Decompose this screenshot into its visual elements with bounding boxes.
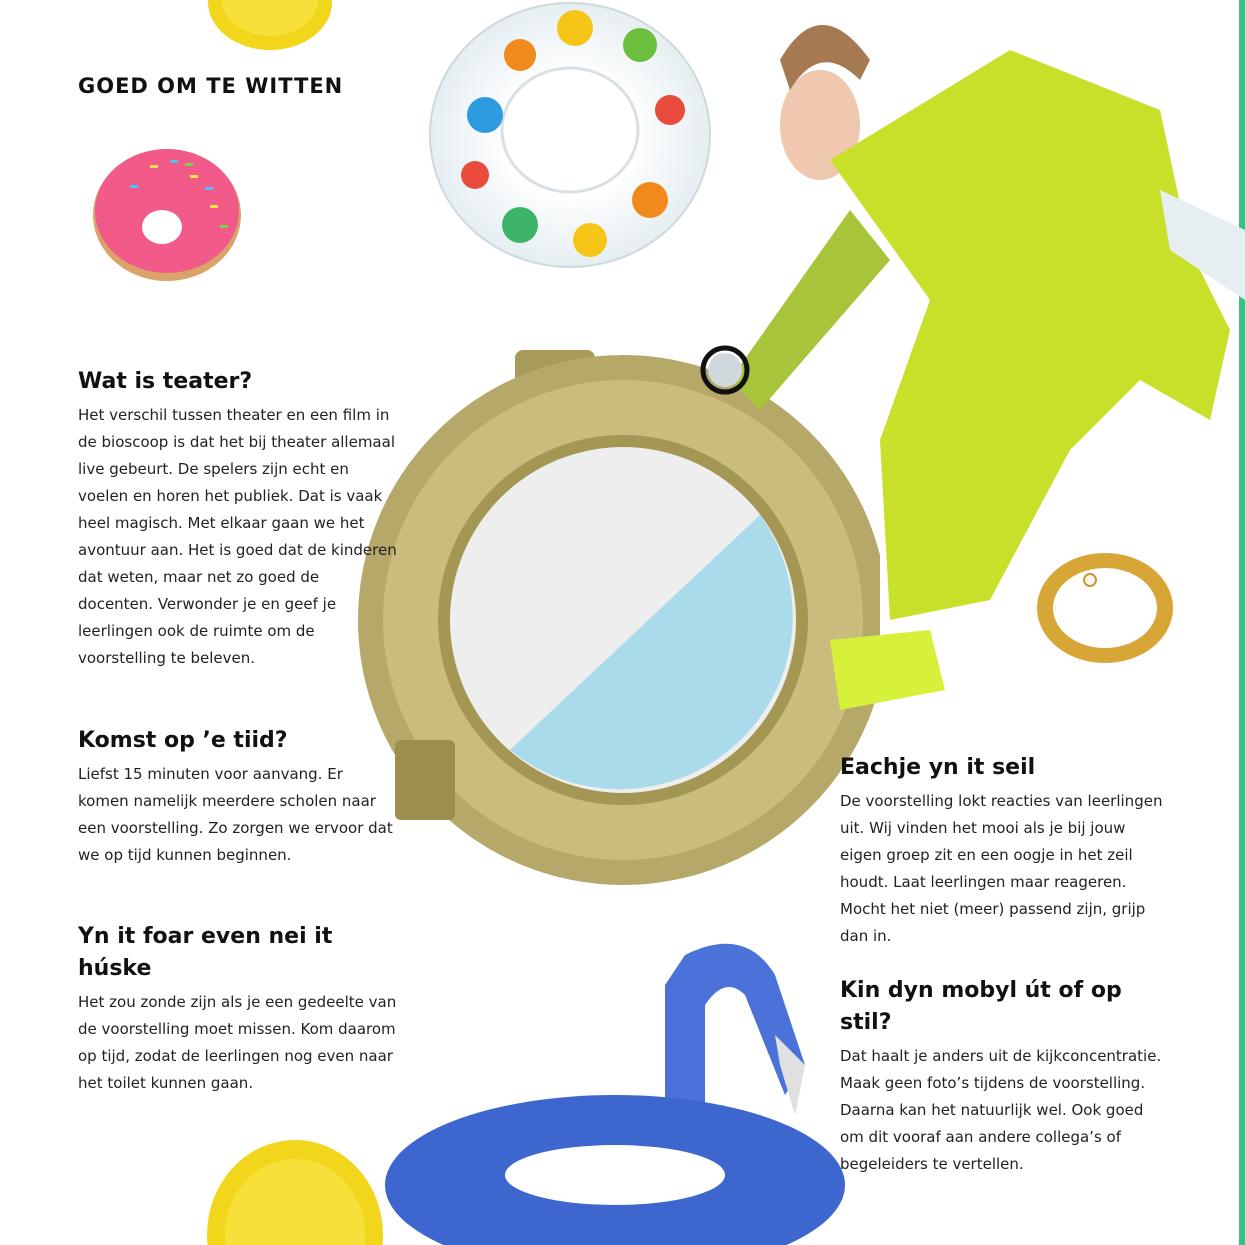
section-body: Het verschil tussen theater en een film in de bioscoop is dat het bij theater allemaal live gebeurt. De spelers zijn echt en voelen en horen het publiek. Dat is vaak heel magisch. Met elkaar gaan we het avontuur aan. Het is goed dat de kinderen dat weten, maar net zo goed de docenten. Verwonder je en geef je leerlingen ook de ruimte om de voorstelling te beleven. bbox=[78, 406, 397, 667]
yellow-frisbee-top-image bbox=[200, 0, 340, 55]
section-yn-it-foar bbox=[78, 921, 398, 1097]
section-komst-op-e-tiid bbox=[78, 725, 398, 869]
section-title: Yn it foar even nei it húske bbox=[78, 924, 333, 981]
section-body: Liefst 15 minuten voor aanvang. Er komen namelijk meerdere scholen naar een voorstelling. Zo zorgen we ervoor dat we op tijd kunnen beginnen. bbox=[78, 765, 393, 864]
section-title: Komst op ’e tiid? bbox=[78, 728, 288, 753]
section-title: Eachje yn it seil bbox=[840, 755, 1036, 780]
section-body: Het zou zonde zijn als je een gedeelte van de voorstelling moet missen. Kom daarom op tijd, zodat de leerlingen nog even naar het toilet kunnen gaan. bbox=[78, 993, 397, 1092]
fish-swim-ring-image bbox=[425, 0, 715, 275]
yellow-frisbee-bottom-image bbox=[205, 1135, 385, 1245]
section-wat-is-teater bbox=[78, 366, 398, 672]
section-eachje-yn-it-seil bbox=[840, 752, 1170, 950]
blue-inflatable-flamingo-image bbox=[385, 915, 845, 1245]
section-mobyl bbox=[840, 975, 1170, 1178]
pink-donut-image bbox=[90, 145, 245, 285]
section-body: De voorstelling lokt reacties van leerlingen uit. Wij vinden het mooi als je bij jouw eigen groep zit en een oogje in het zeil houdt. Laat leerlingen maar reageren. Mocht het niet (meer) passend zijn, grijp dan in. bbox=[840, 792, 1163, 945]
section-title: Wat is teater? bbox=[78, 369, 253, 394]
gold-ring-image bbox=[1030, 540, 1180, 670]
section-title: Kin dyn mobyl út of op stil? bbox=[840, 978, 1122, 1035]
page-heading: GOED OM TE WITTEN bbox=[78, 74, 344, 98]
section-body: Dat haalt je anders uit de kijkconcentratie. Maak geen foto’s tijdens de voorstelling. Daarna kan het natuurlijk wel. Ook goed om dit vooraf aan andere collega’s of begeleiders te vertellen. bbox=[840, 1047, 1162, 1173]
